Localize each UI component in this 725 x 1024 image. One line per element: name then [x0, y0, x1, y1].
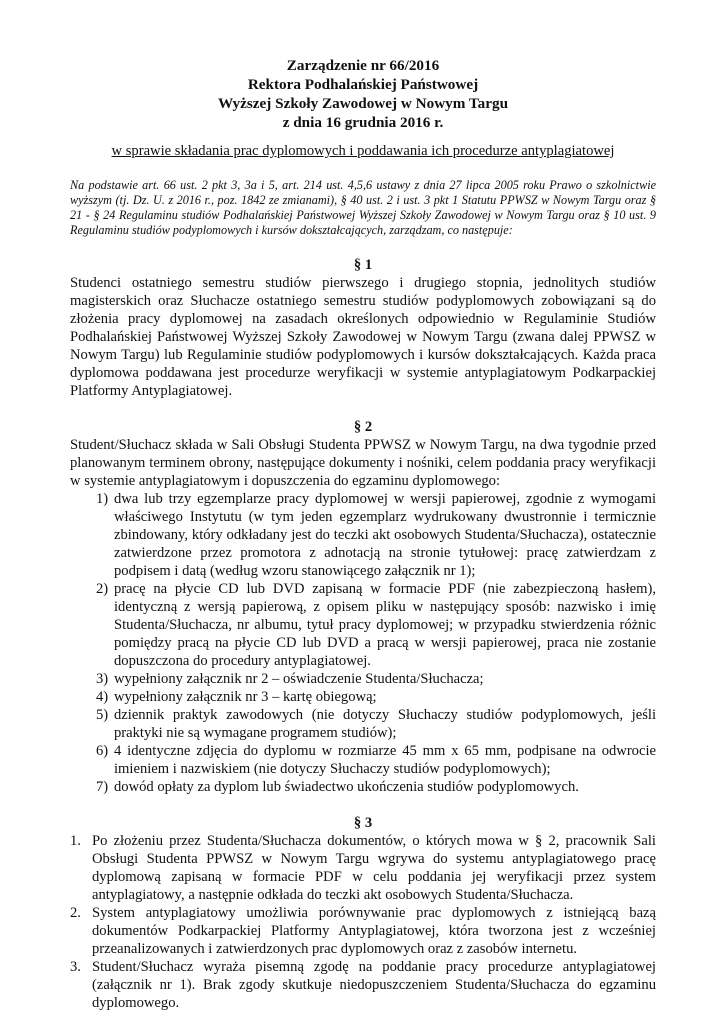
list-item	[70, 670, 656, 688]
title-line-1: Zarządzenie nr 66/2016	[286, 57, 440, 74]
list-item-number: 1)	[96, 491, 109, 507]
list-item-text: Student/Słuchacz wyraża pisemną zgodę na poddanie pracy procedurze antyplagiatowej (załącznik nr 1). Brak zgody skutkuje niedopuszczeniem Studenta/Słuchacza do egzaminu dyplomowego.	[92, 959, 656, 1011]
list-item-text: dziennik praktyk zawodowych (nie dotyczy Słuchaczy studiów podyplomowych, jeśli praktyki nie są wymagane programem studiów);	[114, 707, 656, 741]
list-item	[70, 904, 656, 958]
list-item-number: 5)	[96, 707, 109, 723]
list-item-number: 2)	[96, 581, 109, 597]
list-item-text: dowód opłaty za dyplom lub świadectwo ukończenia studiów podyplomowych.	[114, 779, 579, 795]
document-subject: w sprawie składania prac dyplomowych i poddawania ich procedurze antyplagiatowej	[111, 143, 615, 159]
document-page	[70, 56, 656, 1012]
list-item	[70, 688, 656, 706]
list-item-text: pracę na płycie CD lub DVD zapisaną w formacie PDF (nie zabezpieczoną hasłem), identyczną z wersją papierową, z opisem pliku w następujący sposób: nazwisko i imię Studenta/Słuchacza, nr albumu, tytuł pracy dyplomowej; w przypadku stwierdzenia różnic pomiędzy pracą na płycie CD lub DVD a pracą w wersji papierowej, praca nie zostanie dopuszczona do procedury antyplagiatowej.	[114, 581, 656, 669]
section-2-list	[70, 490, 656, 796]
section-2-heading: § 2	[353, 419, 373, 435]
list-item-text: Po złożeniu przez Studenta/Słuchacza dokumentów, o których mowa w § 2, pracownik Sali Obsługi Studenta PPWSZ w Nowym Targu wgrywa do systemu antyplagiatowego pracę dyplomową zapisaną w formacie PDF w celu poddania jej weryfikacji przez system antyplagiatowy, a następnie odkłada do teczki akt osobowych Studenta/Słuchacza.	[92, 833, 656, 903]
title-line-2: Rektora Podhalańskiej Państwowej	[247, 76, 479, 93]
list-item	[70, 832, 656, 904]
list-item-number: 2.	[70, 905, 81, 921]
list-item-number: 3.	[70, 959, 81, 975]
list-item	[70, 490, 656, 580]
section-1-text: Studenci ostatniego semestru studiów pierwszego i drugiego stopnia, jednolitych studiów magisterskich oraz Słuchacze ostatniego semestru studiów podyplomowych zobowiązani są do złożenia pracy dyplomowej na zasadach określonych odpowiednio w Regulaminie Studiów Podhalańskiej Państwowej Wyższej Szkoły Zawodowej w Nowym Targu (zwana dalej PPWSZ w Nowym Targu) lub Regulaminie studiów podyplomowych i kursów dokształcających. Każda praca dyplomowa poddawana jest procedurze weryfikacji w systemie antyplagiatowym Podkarpackiej Platformy Antyplagiatowej.	[70, 275, 656, 399]
section-1-heading: § 1	[353, 257, 373, 273]
list-item-text: 4 identyczne zdjęcia do dyplomu w rozmiarze 45 mm x 65 mm, podpisane na odwrocie imieniem i nazwiskiem (nie dotyczy Słuchaczy studiów podyplomowych);	[114, 743, 656, 777]
document-title	[70, 56, 656, 132]
list-item	[70, 742, 656, 778]
list-item-text: dwa lub trzy egzemplarze pracy dyplomowej w wersji papierowej, zgodnie z wymogami właściwego Instytutu (w tym jeden egzemplarz wydrukowany dwustronnie i termicznie zbindowany, który odkładany jest do teczki akt osobowych Studenta/Słuchacza), ostatecznie zatwierdzone przez promotora z adnotacją na stronie tytułowej: pracę zatwierdzam z podpisem i datą (według wzoru stanowiącego załącznik nr 1);	[114, 491, 656, 579]
section-2-intro: Student/Słuchacz składa w Sali Obsługi Studenta PPWSZ w Nowym Targu, na dwa tygodnie przed planowanym terminem obrony, następujące dokumenty i nośniki, celem poddania pracy weryfikacji w systemie antyplagiatowym i dopuszczenia do egzaminu dyplomowego:	[70, 437, 656, 489]
list-item-text: wypełniony załącznik nr 3 – kartę obiegową;	[114, 689, 377, 705]
title-line-4: z dnia 16 grudnia 2016 r.	[282, 114, 444, 131]
list-item	[70, 580, 656, 670]
list-item-number: 3)	[96, 671, 109, 687]
list-item	[70, 958, 656, 1012]
legal-basis-preamble: Na podstawie art. 66 ust. 2 pkt 3, 3a i 5, art. 214 ust. 4,5,6 ustawy z dnia 27 lipca 2005 roku Prawo o szkolnictwie wyższym (tj. Dz. U. z 2016 r., poz. 1842 ze zmianami), § 40 ust. 2 i ust. 3 pkt 1 Statutu PPWSZ w Nowym Targu oraz § 21 - § 24 Regulaminu studiów Podhalańskiej Państwowej Wyższej Szkoły Zawodowej w Nowym Targu oraz § 10 ust. 9 Regulaminu studiów podyplomowych i kursów dokształcających, zarządzam, co następuje:	[70, 178, 656, 237]
list-item-number: 4)	[96, 689, 109, 705]
list-item-number: 1.	[70, 833, 81, 849]
section-3-heading: § 3	[353, 815, 373, 831]
list-item-text: wypełniony załącznik nr 2 – oświadczenie Studenta/Słuchacza;	[114, 671, 484, 687]
list-item-number: 6)	[96, 743, 109, 759]
list-item-number: 7)	[96, 779, 109, 795]
list-item-text: System antyplagiatowy umożliwia porównywanie prac dyplomowych z istniejącą bazą dokumentów Podkarpackiej Platformy Antyplagiatowej, która tworzona jest z wcześniej przeanalizowanych i zatwierdzonych prac dyplomowych oraz z zasobów internetu.	[92, 905, 656, 957]
list-item	[70, 778, 656, 796]
section-3-list	[70, 832, 656, 1012]
title-line-3: Wyższej Szkoły Zawodowej w Nowym Targu	[217, 95, 509, 112]
list-item	[70, 706, 656, 742]
